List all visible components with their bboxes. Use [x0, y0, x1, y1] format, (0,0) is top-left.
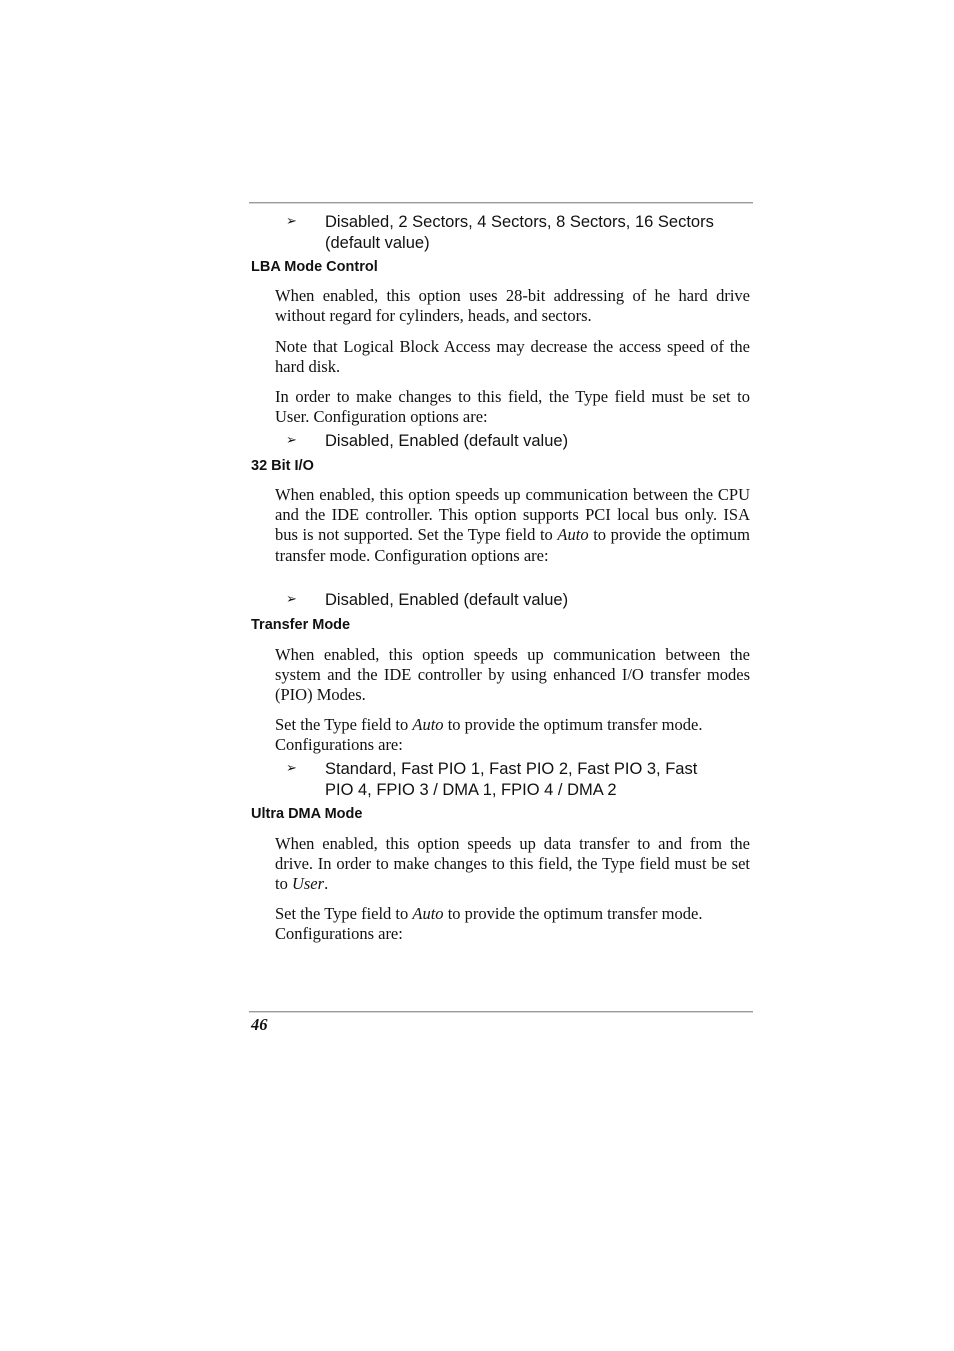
heading-transfer-mode: Transfer Mode — [251, 617, 351, 633]
transfer-options — [286, 759, 756, 800]
udma-paragraph-1: When enabled, this option speeds up data transfer to and from the drive. In order to make changes to this field, the Type field must be set to User. — [275, 834, 750, 894]
heading-lba-mode-control: LBA Mode Control — [251, 259, 378, 275]
lba-paragraph-3: In order to make changes to this field, the Type field must be set to User. Configuration options are: — [275, 387, 750, 427]
page-number: 46 — [251, 1015, 268, 1034]
arrow-bullet-icon: ➢ — [286, 761, 297, 776]
udma-paragraph-2: Set the Type field to Auto to provide the optimum transfer mode. Configurations are: — [275, 904, 703, 944]
transfer-paragraph-1: When enabled, this option speeds up communication between the system and the IDE controller by using enhanced I/O transfer modes (PIO) Modes. — [275, 645, 750, 705]
options-text: Disabled, Enabled (default value) — [325, 432, 569, 450]
arrow-bullet-icon: ➢ — [286, 214, 297, 229]
options-text: Disabled, Enabled (default value) — [325, 591, 569, 609]
header-rule — [249, 202, 753, 204]
arrow-bullet-icon: ➢ — [286, 433, 297, 448]
lba-options — [286, 431, 756, 452]
bit32-options — [286, 590, 756, 611]
arrow-bullet-icon: ➢ — [286, 592, 297, 607]
block-mode-options — [286, 212, 756, 253]
bit32-paragraph-1: When enabled, this option speeds up communication between the CPU and the IDE controller. This option supports PCI local bus only. ISA bus is not supported. Set the Type field to Auto to provide the optimum transfer mode. Configuration options are: — [275, 485, 750, 565]
lba-paragraph-2: Note that Logical Block Access may decrease the access speed of the hard disk. — [275, 337, 750, 377]
footer-rule — [249, 1011, 753, 1013]
options-text: Standard, Fast PIO 1, Fast PIO 2, Fast PIO 3, Fast PIO 4, FPIO 3 / DMA 1, FPIO 4 / DMA 2 — [325, 760, 698, 799]
heading-32-bit-io: 32 Bit I/O — [251, 458, 314, 474]
lba-paragraph-1: When enabled, this option uses 28-bit addressing of he hard drive without regard for cylinders, heads, and sectors. — [275, 286, 750, 326]
transfer-paragraph-2: Set the Type field to Auto to provide the optimum transfer mode. Configurations are: — [275, 715, 703, 755]
heading-ultra-dma-mode: Ultra DMA Mode — [251, 806, 363, 822]
options-text: Disabled, 2 Sectors, 4 Sectors, 8 Sectors, 16 Sectors (default value) — [325, 213, 714, 252]
